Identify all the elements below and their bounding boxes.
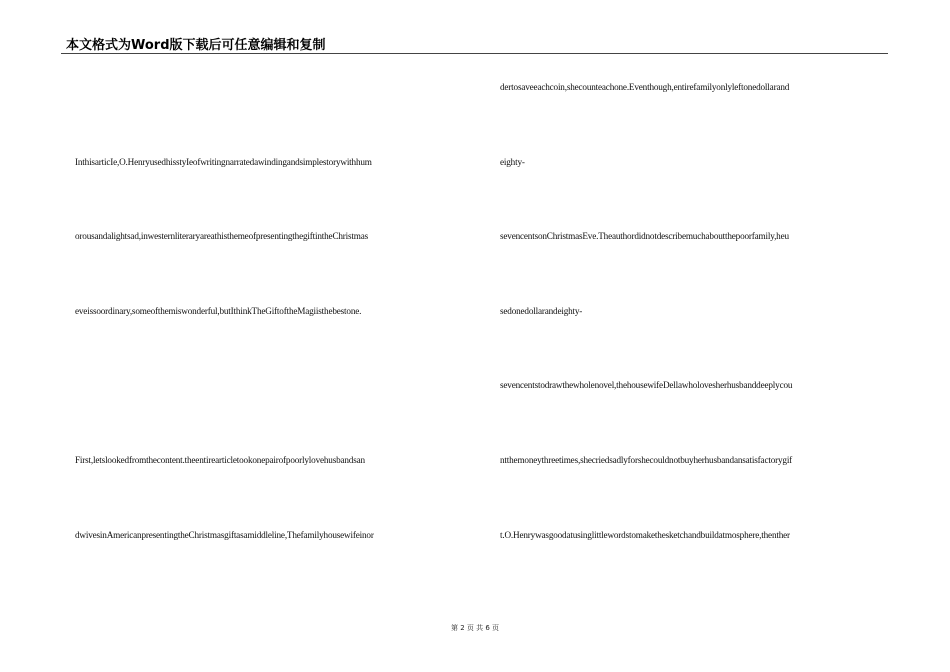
left-text-line: eveissoordinary,someofthemiswonderful,butIthinkTheGiftoftheMagiisthebestone. <box>75 306 362 316</box>
header-divider <box>61 53 888 54</box>
left-text-line: dwivesinAmericanpresentingtheChristmasgiftasamiddleline,Thefamilyhousewifeinor <box>75 530 374 540</box>
right-text-line: eighty- <box>500 157 525 167</box>
left-text-line: InthisarticIe,O.HenryusedhisstyIeofwritingnarratedawindingandsimplestorywithhum <box>75 157 372 167</box>
left-text-line: First,letslookedfromthecontent.theentirearticletookonepairofpoorlylovehusbandsan <box>75 455 365 465</box>
page-number-footer: 第 2 页 共 6 页 <box>450 624 500 632</box>
right-text-line: sedonedollarandeighty- <box>500 306 583 316</box>
document-header-title: 本文格式为Word版下载后可任意编辑和复制 <box>66 38 326 53</box>
right-text-line: ntthemoneythreetimes,shecriedsadlyforshecouldnotbuyherhusbandansatisfactorygif <box>500 455 793 465</box>
left-text-line: orousandalightsad,inwesternliteraryareathisthemeofpresentingthegiftintheChristmas <box>75 231 369 241</box>
right-text-line: sevencentstodrawthewholenovel,thehousewifeDellawholovesherhusbanddeeplycou <box>500 380 793 390</box>
right-text-line: sevencentsonChristmasEve.Theauthordidnotdescribemuchaboutthepoorfamily,heu <box>500 231 789 241</box>
right-text-line: t.O.Henrywasgoodatusinglittlewordstomakethesketchandbuildatmosphere,thenther <box>500 530 790 540</box>
right-text-line: dertosaveeachcoin,shecounteachone.Eventhough,entirefamilyonlyleftonedollarand <box>500 82 790 92</box>
